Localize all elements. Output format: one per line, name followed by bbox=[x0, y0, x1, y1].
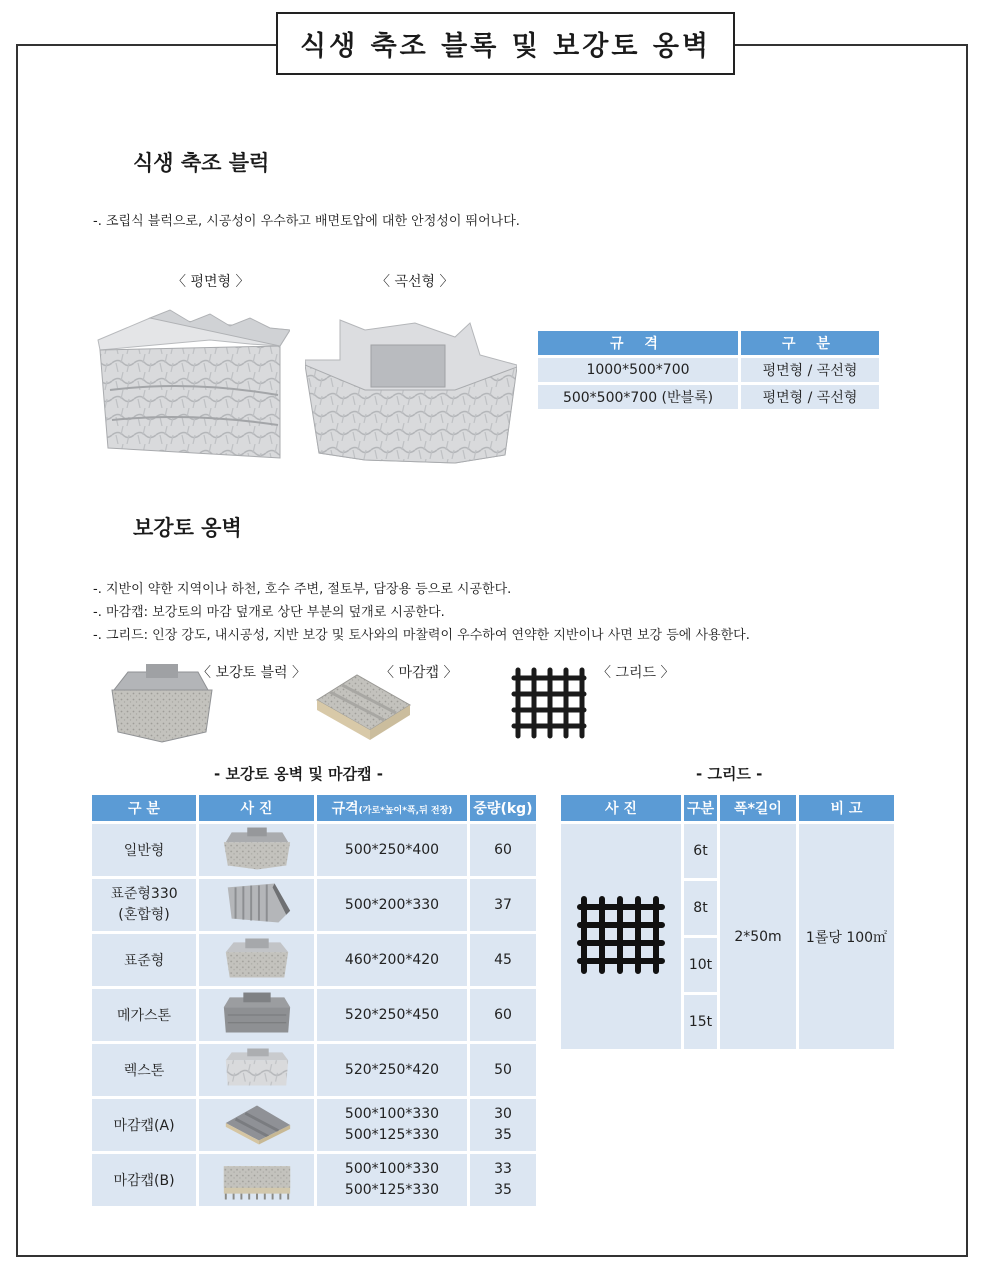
grid-note: 1롤당 100㎡ bbox=[799, 824, 894, 1049]
grid-header-photo: 사 진 bbox=[561, 795, 681, 821]
spec-cell: 평면형 / 곡선형 bbox=[741, 358, 879, 382]
flat-block-photo bbox=[90, 300, 290, 460]
wall-weight: 30 35 bbox=[470, 1099, 536, 1151]
wall-name: 마감캡(A) bbox=[92, 1099, 196, 1151]
caption-grid: 〈 그리드 〉 bbox=[597, 665, 675, 681]
wall-spec: 500*200*330 bbox=[317, 879, 467, 931]
spec-header-type: 구 분 bbox=[741, 331, 879, 355]
spec-cell: 1000*500*700 bbox=[538, 358, 738, 382]
wall-photo bbox=[199, 1099, 314, 1151]
grid-header-note: 비 고 bbox=[799, 795, 894, 821]
table-row bbox=[92, 824, 536, 876]
section1-heading: 식생 축조 블럭 bbox=[133, 151, 270, 175]
table-row bbox=[92, 934, 536, 986]
wall-name: 메가스톤 bbox=[92, 989, 196, 1041]
wall-photo bbox=[199, 1044, 314, 1096]
wall-spec: 500*100*330 500*125*330 bbox=[317, 1099, 467, 1151]
grid-header-size: 폭*길이 bbox=[720, 795, 796, 821]
wall-header-photo: 사 진 bbox=[199, 795, 314, 821]
section2-desc-3: -. 그리드: 인장 강도, 내시공성, 지반 보강 및 토사와의 마찰력이 우수하여 연약한 지반이나 사면 보강 등에 사용한다. bbox=[93, 628, 750, 643]
wall-name: 렉스톤 bbox=[92, 1044, 196, 1096]
wall-weight: 60 bbox=[470, 989, 536, 1041]
wall-table bbox=[89, 792, 539, 1209]
grid-table bbox=[558, 792, 897, 1052]
wall-photo bbox=[199, 879, 314, 931]
section2-desc-2: -. 마감캡: 보강토의 마감 덮개로 상단 부분의 덮개로 시공한다. bbox=[93, 605, 445, 620]
spec-cell: 평면형 / 곡선형 bbox=[741, 385, 879, 409]
wall-name: 일반형 bbox=[92, 824, 196, 876]
wall-photo bbox=[199, 934, 314, 986]
wall-spec: 500*250*400 bbox=[317, 824, 467, 876]
wall-spec: 520*250*450 bbox=[317, 989, 467, 1041]
caption-retaining-block: 〈 보강토 블럭 〉 bbox=[197, 665, 306, 681]
wall-photo bbox=[199, 1154, 314, 1206]
wall-header-type: 구 분 bbox=[92, 795, 196, 821]
curved-block-photo bbox=[305, 315, 517, 465]
wall-photo bbox=[199, 989, 314, 1041]
grid-type: 15t bbox=[684, 995, 717, 1049]
page-title: 식생 축조 블록 및 보강토 옹벽 bbox=[276, 12, 735, 75]
section1-desc: -. 조립식 블럭으로, 시공성이 우수하고 배면토압에 대한 안정성이 뛰어나다. bbox=[93, 214, 520, 229]
wall-weight: 33 35 bbox=[470, 1154, 536, 1206]
spec-header-size: 규 격 bbox=[538, 331, 738, 355]
wall-spec: 500*100*330 500*125*330 bbox=[317, 1154, 467, 1206]
table-row bbox=[92, 989, 536, 1041]
section2-heading: 보강토 옹벽 bbox=[133, 516, 242, 540]
table-row bbox=[538, 385, 879, 409]
table-row bbox=[92, 1044, 536, 1096]
wall-weight: 45 bbox=[470, 934, 536, 986]
table-row bbox=[92, 1099, 536, 1151]
table-row bbox=[92, 1154, 536, 1206]
grid-icon bbox=[576, 895, 666, 975]
table-row bbox=[561, 824, 894, 878]
wall-weight: 50 bbox=[470, 1044, 536, 1096]
wall-name: 마감캡(B) bbox=[92, 1154, 196, 1206]
wall-weight: 37 bbox=[470, 879, 536, 931]
grid-photo-cell bbox=[561, 824, 681, 1049]
grid-type: 8t bbox=[684, 881, 717, 935]
grid-photo bbox=[510, 666, 588, 740]
wall-name: 표준형 bbox=[92, 934, 196, 986]
section2-desc-1: -. 지반이 약한 지역이나 하천, 호수 주변, 절토부, 담장용 등으로 시공한다. bbox=[93, 582, 512, 597]
table-row bbox=[538, 358, 879, 382]
wall-spec: 520*250*420 bbox=[317, 1044, 467, 1096]
spec-table bbox=[535, 328, 882, 412]
caption-cap: 〈 마감캡 〉 bbox=[380, 665, 458, 681]
wall-spec: 460*200*420 bbox=[317, 934, 467, 986]
wall-table-caption: - 보강토 옹벽 및 마감캡 - bbox=[214, 765, 383, 783]
grid-type: 10t bbox=[684, 938, 717, 992]
wall-header-weight: 중량(kg) bbox=[470, 795, 536, 821]
spec-cell: 500*500*700 (반블록) bbox=[538, 385, 738, 409]
wall-weight: 60 bbox=[470, 824, 536, 876]
grid-table-caption: - 그리드 - bbox=[696, 765, 763, 783]
wall-photo bbox=[199, 824, 314, 876]
wall-name: 표준형330 (혼합형) bbox=[92, 879, 196, 931]
caption-flat: 〈 평면형 〉 bbox=[172, 274, 250, 290]
caption-curved: 〈 곡선형 〉 bbox=[376, 274, 454, 290]
table-row bbox=[92, 879, 536, 931]
grid-size: 2*50m bbox=[720, 824, 796, 1049]
grid-header-type: 구분 bbox=[684, 795, 717, 821]
grid-type: 6t bbox=[684, 824, 717, 878]
wall-header-spec: 규격(가로*높이*폭,뒤 전장) bbox=[317, 795, 467, 821]
